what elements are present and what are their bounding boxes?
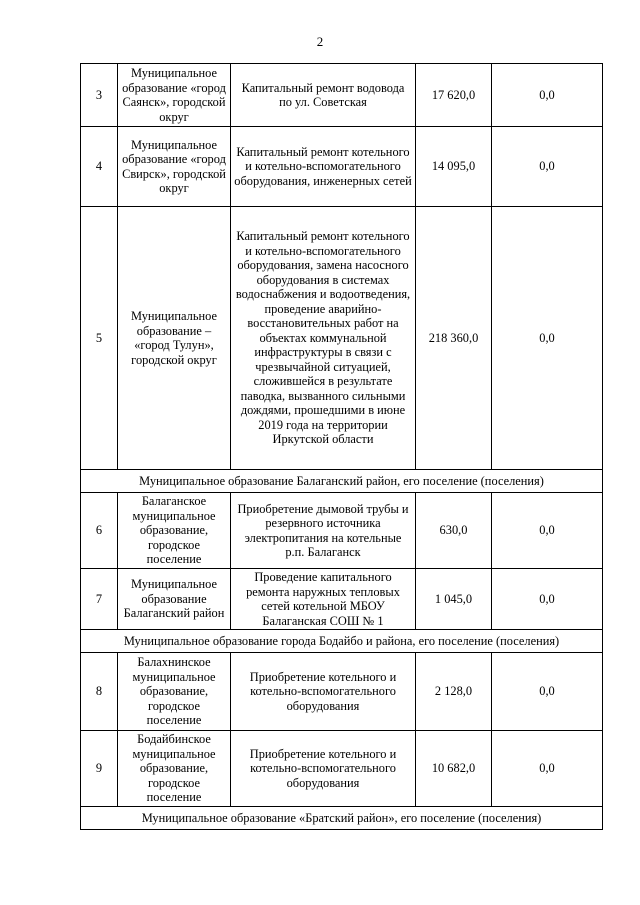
row-number: 7 xyxy=(81,569,118,630)
amount2-cell: 0,0 xyxy=(492,493,603,569)
row-number: 9 xyxy=(81,731,118,807)
amount-cell: 1 045,0 xyxy=(416,569,492,630)
work-description-cell: Капитальный ремонт котельного и котельно-вспомогательного оборудования, замена насосного оборудования в системах водоснабжения и водоотведения, проведение аварийно-восстановительных работ на объектах коммунальной инфраструктуры в связи с чрезвычайной ситуацией, сложившейся в результате паводка, вызванного сильными дождями, прошедшими в июне 2019 года на территории Иркутской области xyxy=(231,207,416,470)
work-description-cell: Капитальный ремонт котельного и котельно-вспомогательного оборудования, инженерных сетей xyxy=(231,127,416,207)
row-number: 8 xyxy=(81,653,118,731)
section-row xyxy=(81,470,603,493)
section-title: Муниципальное образование Балаганский район, его поселение (поселения) xyxy=(81,470,603,493)
amount-cell: 14 095,0 xyxy=(416,127,492,207)
amount2-cell: 0,0 xyxy=(492,207,603,470)
municipality-cell: Муниципальное образование «город Свирск», городской округ xyxy=(118,127,231,207)
amount-cell: 218 360,0 xyxy=(416,207,492,470)
row-number: 4 xyxy=(81,127,118,207)
table-row xyxy=(81,207,603,470)
section-title: Муниципальное образование города Бодайбо и района, его поселение (поселения) xyxy=(81,630,603,653)
municipality-cell: Балаганское муниципальное образование, городское поселение xyxy=(118,493,231,569)
municipality-cell: Бодайбинское муниципальное образование, городское поселение xyxy=(118,731,231,807)
amount2-cell: 0,0 xyxy=(492,731,603,807)
amount2-cell: 0,0 xyxy=(492,127,603,207)
page-number: 2 xyxy=(316,34,324,49)
row-number: 6 xyxy=(81,493,118,569)
work-description-cell: Проведение капитального ремонта наружных тепловых сетей котельной МБОУ Балаганская СОШ № 1 xyxy=(231,569,416,630)
section-row xyxy=(81,807,603,830)
amount-cell: 10 682,0 xyxy=(416,731,492,807)
amount-cell: 17 620,0 xyxy=(416,64,492,127)
municipality-cell: Балахнинское муниципальное образование, городское поселение xyxy=(118,653,231,731)
row-number: 5 xyxy=(81,207,118,470)
work-description-cell: Приобретение котельного и котельно-вспомогательного оборудования xyxy=(231,731,416,807)
municipality-cell: Муниципальное образование Балаганский район xyxy=(118,569,231,630)
work-description-cell: Приобретение дымовой трубы и резервного источника электропитания на котельные р.п. Балаганск xyxy=(231,493,416,569)
table-row xyxy=(81,653,603,731)
allocation-table xyxy=(80,63,603,830)
section-title: Муниципальное образование «Братский район», его поселение (поселения) xyxy=(81,807,603,830)
work-description-cell: Капитальный ремонт водовода по ул. Советская xyxy=(231,64,416,127)
amount-cell: 630,0 xyxy=(416,493,492,569)
work-description-cell: Приобретение котельного и котельно-вспомогательного оборудования xyxy=(231,653,416,731)
table-row xyxy=(81,127,603,207)
row-number: 3 xyxy=(81,64,118,127)
table-row xyxy=(81,493,603,569)
section-row xyxy=(81,630,603,653)
municipality-cell: Муниципальное образование – «город Тулун», городской округ xyxy=(118,207,231,470)
amount-cell: 2 128,0 xyxy=(416,653,492,731)
amount2-cell: 0,0 xyxy=(492,653,603,731)
table-row xyxy=(81,569,603,630)
municipality-cell: Муниципальное образование «город Саянск», городской округ xyxy=(118,64,231,127)
amount2-cell: 0,0 xyxy=(492,64,603,127)
table-row xyxy=(81,731,603,807)
amount2-cell: 0,0 xyxy=(492,569,603,630)
table-row xyxy=(81,64,603,127)
